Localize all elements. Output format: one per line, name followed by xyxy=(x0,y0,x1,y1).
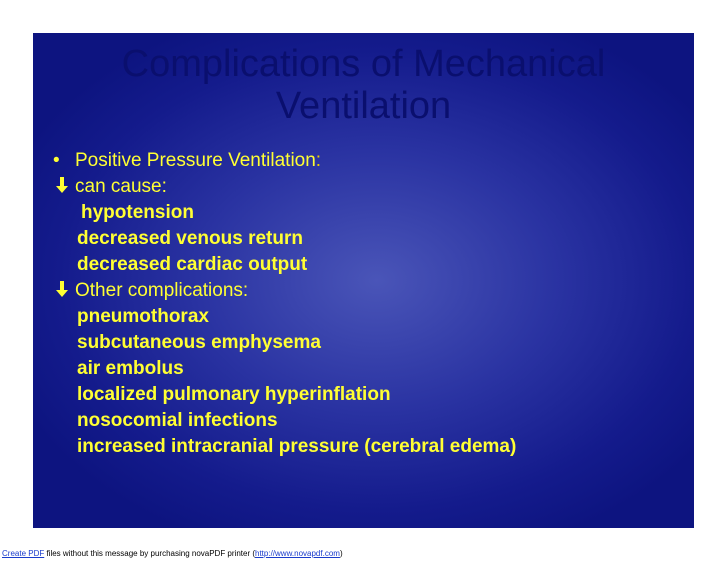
footer-text-end: ) xyxy=(339,549,343,558)
other-complication-item: subcutaneous emphysema xyxy=(77,332,321,353)
other-complication-item: nosocomial infections xyxy=(77,410,278,431)
other-complication-item: localized pulmonary hyperinflation xyxy=(77,384,391,405)
bullet-dot-icon: • xyxy=(53,150,60,171)
can-cause-heading xyxy=(53,175,167,199)
other-complication-item: air embolus xyxy=(77,358,184,379)
other-complication-item: increased intracranial pressure (cerebral edema) xyxy=(77,436,517,457)
pdf-footer-notice xyxy=(2,549,343,558)
positive-pressure-label: Positive Pressure Ventilation xyxy=(75,150,316,171)
other-complications-heading xyxy=(53,279,248,303)
down-arrow-icon xyxy=(53,280,75,298)
create-pdf-link[interactable]: Create PDF xyxy=(2,549,45,558)
novapdf-link[interactable]: http://www.novapdf.com xyxy=(255,549,340,558)
other-complication-item: pneumothorax xyxy=(77,306,209,327)
can-cause-item: decreased cardiac output xyxy=(77,254,308,275)
footer-text: files without this message by purchasing novaPDF printer ( xyxy=(44,549,255,558)
bullet-positive-pressure xyxy=(53,149,321,173)
other-complications-label: Other complications: xyxy=(75,280,249,301)
can-cause-label: can cause: xyxy=(75,176,167,197)
slide-title-line-1: Complications of Mechanical xyxy=(121,43,606,85)
down-arrow-icon xyxy=(53,176,75,194)
can-cause-item: hypotension xyxy=(81,202,194,223)
positive-pressure-colon: : xyxy=(315,150,322,171)
slide-title-line-2: Ventilation xyxy=(275,85,452,127)
slide-title xyxy=(33,43,694,127)
can-cause-item: decreased venous return xyxy=(77,228,303,249)
slide xyxy=(33,33,694,528)
